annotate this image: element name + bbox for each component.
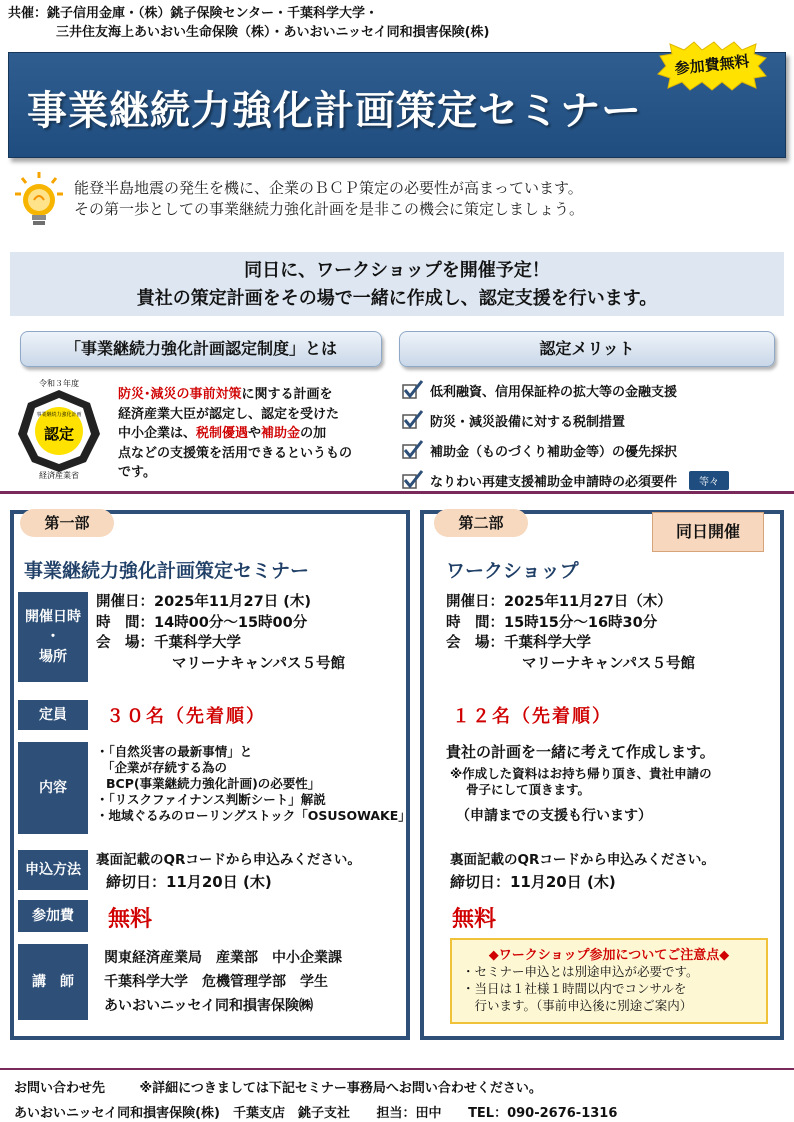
part2-deadline: 締切日：11月20日 (木) [450,873,616,891]
contact-person: 担当：田中 [376,1106,442,1121]
checkbox-icon [402,440,424,460]
part1-title: 事業継続力強化計画策定セミナー [24,560,310,582]
desc-red-3: 補助金 [261,426,301,441]
merit-item [402,435,782,465]
label-datetime-a: 開催日時 [25,609,81,625]
merit-label: 防災・減災設備に対する税制措置 [430,414,626,430]
part1-content-line: ・「自然災害の最新事情」と [96,744,253,759]
free-badge [656,40,768,92]
same-day-badge: 同日開催 [652,512,764,552]
part2-time: 時 間：15時15分～16時30分 [446,614,658,631]
label-datetime-c: 場所 [39,649,67,665]
desc-3c: の加 [300,426,327,441]
part2-content-red: （申請までの支援も行います） [456,808,652,824]
label-datetime [18,592,88,682]
contact-label: お問い合わせ先 [14,1081,106,1096]
cosponsors-line1: 共催：銚子信用金庫・（株）銚子保険センター・千葉科学大学・ [8,6,378,21]
notice-line: ・当日は１社様１時間以内でコンサルを [462,981,687,996]
certification-seal [12,376,106,480]
label-apply: 申込方法 [18,850,88,890]
checkbox-icon [402,380,424,400]
part2-tab: 第二部 [434,509,528,537]
merits-list [402,375,782,495]
intro-line1: 能登半島地震の発生を機に、企業のＢＣＰ策定の必要性が高まっています。 [74,179,583,197]
part1-capacity: ３０名（先着順） [106,706,266,727]
contact-tel: TEL：090-2676-1316 [468,1106,618,1121]
desc-2: 経済産業大臣が認定し、認定を受けた [118,406,340,422]
merit-item [402,405,782,435]
part1-apply: 裏面記載のQRコードから申込みください。 [96,852,361,868]
part2-note-line: ※作成した資料はお持ち帰り頂き、貴社申請の [450,766,712,781]
part1-content-line: BCP(事業継続力強化計画)の必要性」 [106,776,321,791]
announce-line2: 貴社の策定計画をその場で一緒に作成し、認定支援を行います。 [136,288,658,309]
intro-line2: その第一歩としての事業継続力強化計画を是非この機会に策定しましょう。 [74,200,585,218]
desc-3b: や [248,426,262,441]
notice-title: ◆ワークショップ参加についてご注意点◆ [488,948,730,963]
part2-note-line: 骨子にして頂きます。 [466,782,591,797]
label-datetime-b: ・ [46,629,60,645]
part1-fee: 無料 [108,907,153,932]
part2-content: 貴社の計画を一緒に考えて作成します。 [446,743,715,761]
part1-schedule [96,592,345,674]
seal-year: 令和３年度 [39,379,79,388]
desc-5: です。 [118,465,156,480]
part1-venue: 会 場：千葉科学大学 [96,635,241,651]
part1-content-line: ・地域ぐるみのローリングストック「OSUSOWAKE」 [96,808,411,823]
part2-venue2: マリーナキャンパス５号館 [522,655,695,672]
lecturer-item: 関東経済産業局 産業部 中小企業課 [104,950,342,966]
lightbulb-icon [14,170,64,230]
notice-line: 行います。（事前申込後に別途ご案内） [462,998,693,1013]
label-lecturer: 講 師 [18,944,88,1020]
desc-red-1: 防災･減災の事前対策 [118,387,242,402]
desc-4: 点などの支援策を活用できるというもの [118,445,353,461]
part1-date: 開催日：2025年11月27日 (木) [96,594,312,610]
workshop-notice [450,938,768,1024]
notice-line: ・セミナー申込とは別途申込が必要です。 [462,964,699,979]
seal-center: 認定 [43,425,75,443]
part1-deadline: 締切日：11月20日 (木) [106,873,272,891]
part1-venue2: マリーナキャンパス５号館 [172,655,345,672]
label-capacity: 定員 [18,700,88,730]
section-divider [0,491,794,494]
cosponsors [8,4,489,42]
system-description [118,385,380,483]
seal-ministry: 経済産業省 [39,471,79,480]
checkbox-icon [402,410,424,430]
desc-3a: 中小企業は、 [118,426,197,441]
merit-item [402,375,782,405]
part1-tab: 第一部 [20,509,114,537]
announce-line1: 同日に、ワークショップを開催予定！ [244,260,550,281]
workshop-announcement [10,252,784,316]
contact-note: ※詳細につきましては下記セミナー事務局へお問い合わせください。 [139,1081,542,1096]
system-header: 「事業継続力強化計画認定制度」とは [20,331,382,367]
etc-badge: 等々 [689,471,729,490]
part2-content-note [450,766,712,798]
merits-header: 認定メリット [399,331,775,367]
part2-venue: 会 場：千葉科学大学 [446,635,591,651]
merit-label: なりわい再建支援補助金申請時の必須要件 [430,474,678,490]
part2-fee: 無料 [452,907,497,932]
part2-capacity: １２名（先着順） [452,706,612,727]
contact-company: あいおいニッセイ同和損害保険(株) 千葉支店 銚子支社 [14,1106,350,1121]
part1-content-line: ・「リスクファイナンス判断シート」解説 [96,792,326,807]
seal-ring: 事業継続力強化計画 [36,412,82,418]
lecturer-item: あいおいニッセイ同和損害保険㈱ [104,998,314,1014]
intro-text [74,178,584,220]
desc-1: に関する計画を [241,387,333,402]
checkbox-icon [402,470,424,490]
part2-apply: 裏面記載のQRコードから申込みください。 [450,852,715,868]
footer-contact [14,1077,542,1096]
footer-divider [0,1068,794,1070]
part2-schedule [446,592,695,674]
merit-label: 低利融資、信用保証枠の拡大等の金融支援 [430,384,678,400]
label-content: 内容 [18,742,88,834]
lecturer-item: 千葉科学大学 危機管理学部 学生 [104,974,328,990]
free-badge-label: 参加費無料 [673,52,751,78]
cosponsors-line2: 三井住友海上あいおい生命保険（株）・あいおいニッセイ同和損害保険(株) [56,25,490,40]
part2-date: 開催日：2025年11月27日（木） [446,594,672,610]
desc-red-2: 税制優遇 [196,426,249,441]
part1-content-line: 「企業が存続する為の [102,760,228,775]
page-title: 事業継続力強化計画策定セミナー [27,88,642,134]
part1-lecturers [104,946,342,1018]
footer-details [14,1102,639,1121]
part1-time: 時 間：14時00分～15時00分 [96,614,308,631]
merit-label: 補助金（ものづくり補助金等）の優先採択 [430,444,678,460]
part1-content [96,744,411,824]
label-fee: 参加費 [18,900,88,932]
part2-title: ワークショップ [446,560,579,582]
